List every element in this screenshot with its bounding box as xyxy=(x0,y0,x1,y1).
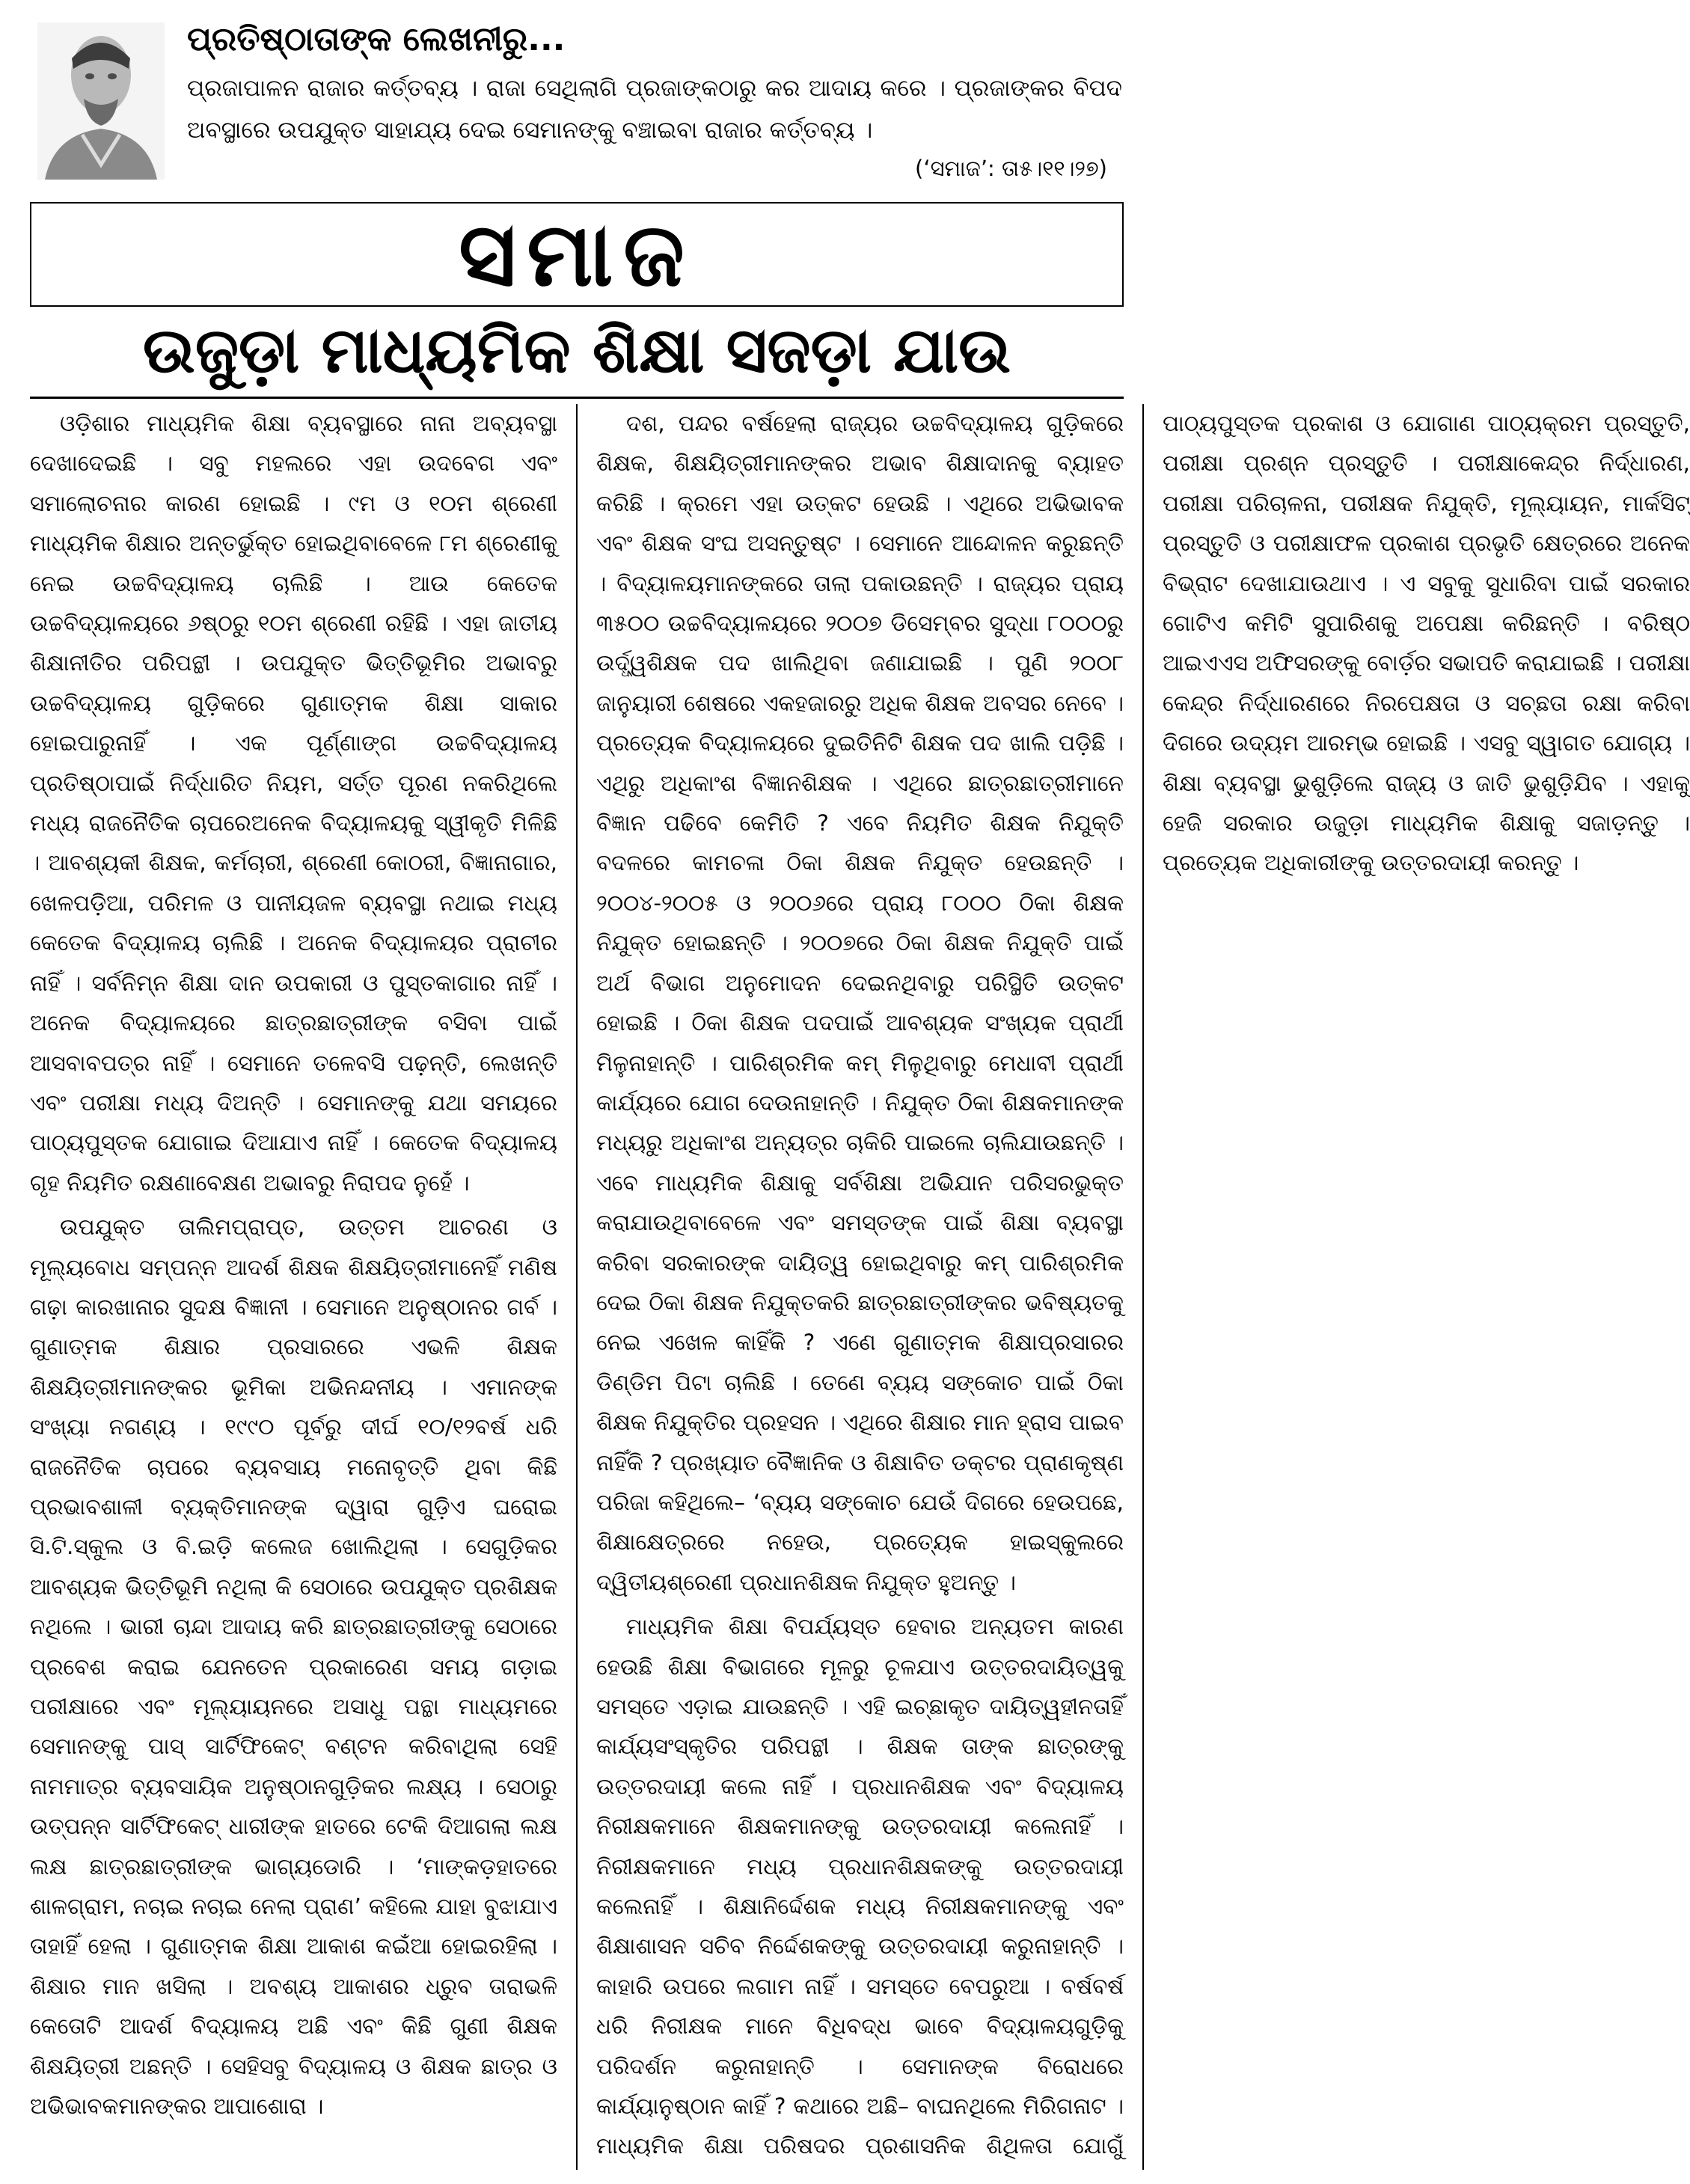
editorial-paragraph-2: ଉପଯୁକ୍ତ ତାଲିମପ୍ରାପ୍ତ, ଉତ୍ତମ ଆଚରଣ ଓ ମୂଲ୍ୟବୋଧ ସମ୍ପନ୍ନ ଆଦର୍ଶ ଶିକ୍ଷକ ଶିକ୍ଷୟିତ୍ରୀମାନେହିଁ ମଣିଷ ଗଢ଼ା କାରଖାନାର ସୁଦକ୍ଷ ବିଜ୍ଞାନୀ । ସେମାନେ ଅନୁଷ୍ଠାନର ଗର୍ବ । ଗୁଣାତ୍ମକ ଶିକ୍ଷାର ପ୍ରସାରରେ ଏଭଳି ଶିକ୍ଷକ ଶିକ୍ଷୟିତ୍ରୀମାନଙ୍କର ଭୂମିକା ଅଭିନନ୍ଦନୀୟ । ଏମାନଙ୍କ ସଂଖ୍ୟା ନଗଣ୍ୟ । ୧୯୯୦ ପୂର୍ବରୁ ଦୀର୍ଘ ୧୦/୧୨ବର୍ଷ ଧରି ରାଜନୈତିକ ଚାପରେ ବ୍ୟବସାୟ ମନୋବୃତ୍ତି ଥିବା କିଛି ପ୍ରଭାବଶାଳୀ ବ୍ୟକ୍ତିମାନଙ୍କ ଦ୍ୱାରା ଗୁଡ଼ିଏ ଘରୋଇ ସି.ଟି.ସ୍କୁଲ ଓ ବି.ଇଡ଼ି କଲେଜ ଖୋଲିଥିଲା । ସେଗୁଡ଼ିକର ଆବଶ୍ୟକ ଭିତ୍ତିଭୂମି ନଥିଲା କି ସେଠାରେ ଉପଯୁକ୍ତ ପ୍ରଶିକ୍ଷକ ନଥିଲେ । ଭାରୀ ଚାନ୍ଦା ଆଦାୟ କରି ଛାତ୍ରଛାତ୍ରୀଙ୍କୁ ସେଠାରେ ପ୍ରବେଶ କରାଇ ଯେନତେନ ପ୍ରକାରେଣ ସମୟ ଗଡ଼ାଇ ପରୀକ୍ଷାରେ ଏବଂ ମୂଲ୍ୟାୟନରେ ଅସାଧୁ ପନ୍ଥା ମାଧ୍ୟମରେ ସେମାନଙ୍କୁ ପାସ୍ ସାର୍ଟିଫିକେଟ୍ ବଣ୍ଟନ କରିବାଥିଲା ସେହି ନାମମାତ୍ର ବ୍ୟବସାୟିକ ଅନୁଷ୍ଠାନଗୁଡ଼ିକର ଲକ୍ଷ୍ୟ । ସେଠାରୁ ଉତ୍ପନ୍ନ ସାର୍ଟିଫିକେଟ୍ ଧାରୀଙ୍କ ହାତରେ ଟେକି ଦିଆଗଲା ଲକ୍ଷ ଲକ୍ଷ ଛାତ୍ରଛାତ୍ରୀଙ୍କ ଭାଗ୍ୟଡୋରି । ‘ମାଙ୍କଡ଼ହାତରେ ଶାଳଗ୍ରାମ, ନଚାଇ ନଚାଇ ନେଲା ପ୍ରାଣ’ କହିଲେ ଯାହା ବୁଝାଯାଏ ତାହାହିଁ ହେଲା । ଗୁଣାତ୍ମକ ଶିକ୍ଷା ଆକାଶ କଇଁଆ ହୋଇରହିଲା । ଶିକ୍ଷାର ମାନ ଖସିଲା । ଅବଶ୍ୟ ଆକାଶର ଧ୍ରୁବ ତାରାଭଳି କେତୋଟି ଆଦର୍ଶ ବିଦ୍ୟାଳୟ ଅଛି ଏବଂ କିଛି ଗୁଣୀ ଶିକ୍ଷକ ଶିକ୍ଷୟିତ୍ରୀ ଅଛନ୍ତି । ସେହିସବୁ ବିଦ୍ୟାଳୟ ଓ ଶିକ୍ଷକ ଛାତ୍ର ଓ ଅଭିଭାବକମାନଙ୍କର ଆପାଶୋରା । xyxy=(30,1214,557,2120)
founder-quote-source: (‘ସମାଜ’: ତା୫।୧୧।୨୭) xyxy=(915,156,1107,181)
newspaper-name: ସମାଜ xyxy=(459,202,695,306)
founder-portrait-image xyxy=(37,22,165,180)
founder-quote-heading: ପ୍ରତିଷ୍ଠାତାଙ୍କ ଲେଖନୀରୁ... xyxy=(187,20,566,58)
founder-quote-text: ପ୍ରଜାପାଳନ ରାଜାର କର୍ତ୍ତବ୍ୟ । ରାଜା ସେଥିଲାଗି ପ୍ରଜାଙ୍କଠାରୁ କର ଆଦାୟ କରେ । ପ୍ରଜାଙ୍କର ବିପଦ ଅବସ୍ଥାରେ ଉପଯୁକ୍ତ ସାହାଯ୍ୟ ଦେଇ ସେମାନଙ୍କୁ ବଞ୍ଚାଇବା ରାଜାର କର୍ତ୍ତବ୍ୟ । xyxy=(187,75,1122,144)
editorial-paragraph-4: ମାଧ୍ୟମିକ ଶିକ୍ଷା ବିପର୍ଯ୍ୟସ୍ତ ହେବାର ଅନ୍ୟତମ କାରଣ ହେଉଛି ଶିକ୍ଷା ବିଭାଗରେ ମୂଳରୁ ଚୂଳଯାଏ ଉତ୍ତରଦାୟିତ୍ୱକୁ ସମସ୍ତେ ଏଡ଼ାଇ ଯାଉଛନ୍ତି । ଏହି ଇଚ୍ଛାକୃତ ଦାୟିତ୍ୱହୀନତାହିଁ କାର୍ଯ୍ୟସଂସ୍କୃତିର ପରିପନ୍ଥୀ । ଶିକ୍ଷକ ତାଙ୍କ ଛାତ୍ରଙ୍କୁ ଉତ୍ତରଦାୟୀ କଲେ ନାହିଁ । ପ୍ରଧାନଶିକ୍ଷକ ଏବଂ ବିଦ୍ୟାଳୟ ନିରୀକ୍ଷକମାନେ ଶିକ୍ଷକମାନଙ୍କୁ ଉତ୍ତରଦାୟୀ କଲେନାହିଁ । ନିରୀକ୍ଷକମାନେ ମଧ୍ୟ ପ୍ରଧାନଶିକ୍ଷକଙ୍କୁ ଉତ୍ତରଦାୟୀ କଲେନାହିଁ । ଶିକ୍ଷାନିର୍ଦ୍ଦେଶକ ମଧ୍ୟ ନିରୀକ୍ଷକମାନଙ୍କୁ ଏବଂ ଶିକ୍ଷାଶାସନ ସଚିବ ନିର୍ଦ୍ଦେଶକଙ୍କୁ ଉତ୍ତରଦାୟୀ କରୁନାହାନ୍ତି । କାହାରି ଉପରେ ଲଗାମ ନାହିଁ । ସମସ୍ତେ ବେପରୁଆ । ବର୍ଷବର୍ଷ ଧରି ନିରୀକ୍ଷକ ମାନେ ବିଧିବଦ୍ଧ ଭାବେ ବିଦ୍ୟାଳୟଗୁଡ଼ିକୁ ପରିଦର୍ଶନ କରୁନାହାନ୍ତି । ସେମାନଙ୍କ ବିରୋଧରେ କାର୍ଯ୍ୟାନୁଷ୍ଠାନ କାହିଁ ? କଥାରେ ଅଛି– ବାଘନଥିଲେ ମିରିଗନାଟ । ମାଧ୍ୟମିକ ଶିକ୍ଷା ପରିଷଦର ପ୍ରଶାସନିକ ଶିଥିଳତା ଯୋଗୁଁ ପାଠ୍ୟପୁସ୍ତକ ପ୍ରକାଶ ଓ ଯୋଗାଣ ପାଠ୍ୟକ୍ରମ ପ୍ରସ୍ତୁତି, ପରୀକ୍ଷା ପ୍ରଶ୍ନ ପ୍ରସ୍ତୁତି । ପରୀକ୍ଷାକେନ୍ଦ୍ର ନିର୍ଦ୍ଧାରଣ, ପରୀକ୍ଷା ପରିଚାଳନା, ପରୀକ୍ଷକ ନିଯୁକ୍ତି, ମୂଲ୍ୟାୟନ, ମାର୍କସିଟ୍ ପ୍ରସ୍ତୁତି ଓ ପରୀକ୍ଷାଫଳ ପ୍ରକାଶ ପ୍ରଭୃତି କ୍ଷେତ୍ରରେ ଅନେକ ବିଭ୍ରାଟ ଦେଖାଯାଉଥାଏ । ଏ ସବୁକୁ ସୁଧାରିବା ପାଇଁ ସରକାର ଗୋଟିଏ କମିଟି ସୁପାରିଶକୁ ଅପେକ୍ଷା କରିଛନ୍ତି । ବରିଷ୍ଠ ଆଇଏଏସ ଅଫିସରଙ୍କୁ ବୋର୍ଡ଼ର ସଭାପତି କରାଯାଇଛି । ପରୀକ୍ଷା କେନ୍ଦ୍ର ନିର୍ଦ୍ଧାରଣରେ ନିରପେକ୍ଷତା ଓ ସଚ୍ଛତା ରକ୍ଷା କରିବା ଦିଗରେ ଉଦ୍ୟମ ଆରମ୍ଭ ହୋଇଛି । ଏସବୁ ସ୍ୱାଗତ ଯୋଗ୍ୟ । ଶିକ୍ଷା ବ୍ୟବସ୍ଥା ଭୁଶୁଡ଼ିଲେ ରାଜ୍ୟ ଓ ଜାତି ଭୁଶୁଡ଼ିଯିବ । ଏହାକୁ ହେଜି ସରକାର ଉଜୁଡ଼ା ମାଧ୍ୟମିକ ଶିକ୍ଷାକୁ ସଜାଡ଼ନ୍ତୁ । ପ୍ରତ୍ୟେକ ଅଧିକାରୀଙ୍କୁ ଉତ୍ତରଦାୟୀ କରନ୍ତୁ । xyxy=(596,411,1690,2159)
newspaper-masthead xyxy=(30,202,1124,307)
editorial-paragraph-3: ଦଶ, ପନ୍ଦର ବର୍ଷହେଲା ରାଜ୍ୟର ଉଚ୍ଚବିଦ୍ୟାଳୟ ଗୁଡ଼ିକରେ ଶିକ୍ଷକ, ଶିକ୍ଷୟିତ୍ରୀମାନଙ୍କର ଅଭାବ ଶିକ୍ଷାଦାନକୁ ବ୍ୟାହତ କରିଛି । କ୍ରମେ ଏହା ଉତ୍କଟ ହେଉଛି । ଏଥିରେ ଅଭିଭାବକ ଏବଂ ଶିକ୍ଷକ ସଂଘ ଅସନ୍ତୁଷ୍ଟ । ସେମାନେ ଆନ୍ଦୋଳନ କରୁଛନ୍ତି । ବିଦ୍ୟାଳୟମାନଙ୍କରେ ତାଲା ପକାଉଛନ୍ତି । ରାଜ୍ୟର ପ୍ରାୟ ୩୫୦୦ ଉଚ୍ଚବିଦ୍ୟାଳୟରେ ୨୦୦୭ ଡିସେମ୍ବର ସୁଦ୍ଧା ୮୦୦୦ରୁ ଉର୍ଦ୍ଧ୍ୱଶିକ୍ଷକ ପଦ ଖାଲିଥିବା ଜଣାଯାଇଛି । ପୁଣି ୨୦୦୮ ଜାନୁୟାରୀ ଶେଷରେ ଏକହଜାରରୁ ଅଧିକ ଶିକ୍ଷକ ଅବସର ନେବେ । ପ୍ରତ୍ୟେକ ବିଦ୍ୟାଳୟରେ ଦୁଇତିନିଟି ଶିକ୍ଷକ ପଦ ଖାଲି ପଡ଼ିଛି । ଏଥିରୁ ଅଧିକାଂଶ ବିଜ୍ଞାନଶିକ୍ଷକ । ଏଥିରେ ଛାତ୍ରଛାତ୍ରୀମାନେ ବିଜ୍ଞାନ ପଢିବେ କେମିତି ? ଏବେ ନିୟମିତ ଶିକ୍ଷକ ନିଯୁକ୍ତି ବଦଳରେ କାମଚଳା ଠିକା ଶିକ୍ଷକ ନିଯୁକ୍ତ ହେଉଛନ୍ତି । ୨୦୦୪-୨୦୦୫ ଓ ୨୦୦୬ରେ ପ୍ରାୟ ୮୦୦୦ ଠିକା ଶିକ୍ଷକ ନିଯୁକ୍ତ ହୋଇଛନ୍ତି । ୨୦୦୭ରେ ଠିକା ଶିକ୍ଷକ ନିଯୁକ୍ତି ପାଇଁ ଅର୍ଥ ବିଭାଗ ଅନୁମୋଦନ ଦେଇନଥିବାରୁ ପରିସ୍ଥିତି ଉତ୍କଟ ହୋଇଛି । ଠିକା ଶିକ୍ଷକ ପଦପାଇଁ ଆବଶ୍ୟକ ସଂଖ୍ୟକ ପ୍ରାର୍ଥୀ ମିଳୁନାହାନ୍ତି । ପାରିଶ୍ରମିକ କମ୍ ମିଳୁଥିବାରୁ ମେଧାବୀ ପ୍ରାର୍ଥୀ କାର୍ଯ୍ୟରେ ଯୋଗ ଦେଉନାହାନ୍ତି । ନିଯୁକ୍ତ ଠିକା ଶିକ୍ଷକମାନଙ୍କ ମଧ୍ୟରୁ ଅଧିକାଂଶ ଅନ୍ୟତ୍ର ଚାକିରି ପାଇଲେ ଚାଲିଯାଉଛନ୍ତି । ଏବେ ମାଧ୍ୟମିକ ଶିକ୍ଷାକୁ ସର୍ବଶିକ୍ଷା ଅଭିଯାନ ପରିସରଭୁକ୍ତ କରାଯାଉଥିବାବେଳେ ଏବଂ ସମସ୍ତଙ୍କ ପାଇଁ ଶିକ୍ଷା ବ୍ୟବସ୍ଥା କରିବା ସରକାରଙ୍କ ଦାୟିତ୍ୱ ହୋଇଥିବାରୁ କମ୍ ପାରିଶ୍ରମିକ ଦେଇ ଠିକା ଶିକ୍ଷକ ନିଯୁକ୍ତକରି ଛାତ୍ରଛାତ୍ରୀଙ୍କର ଭବିଷ୍ୟତକୁ ନେଇ ଏଖେଳ କାହିଁକି ? ଏଣେ ଗୁଣାତ୍ମକ ଶିକ୍ଷାପ୍ରସାରର ଡିଣ୍ଡିମ ପିଟା ଚାଲିଛି । ତେଣେ ବ୍ୟୟ ସଙ୍କୋଚ ପାଇଁ ଠିକା ଶିକ୍ଷକ ନିଯୁକ୍ତିର ପ୍ରହସନ । ଏଥିରେ ଶିକ୍ଷାର ମାନ ହ୍ରାସ ପାଇବ ନାହିଁକି ? ପ୍ରଖ୍ୟାତ ବୈଜ୍ଞାନିକ ଓ ଶିକ୍ଷାବିତ ଡକ୍ଟର ପ୍ରାଣକୃଷ୍ଣ ପରିଜା କହିଥିଲେ– ‘ବ୍ୟୟ ସଙ୍କୋଚ ଯେଉଁ ଦିଗରେ ହେଉପଛେ, ଶିକ୍ଷାକ୍ଷେତ୍ରରେ ନହେଉ, ପ୍ରତ୍ୟେକ ହାଇସ୍କୁଲରେ ଦ୍ୱିତୀୟଶ୍ରେଣୀ ପ୍ରଧାନଶିକ୍ଷକ ନିଯୁକ୍ତ ହୁଅନ୍ତୁ । xyxy=(596,411,1124,1595)
headline-divider xyxy=(30,397,1124,399)
editorial-paragraph-1: ଓଡ଼ିଶାର ମାଧ୍ୟମିକ ଶିକ୍ଷା ବ୍ୟବସ୍ଥାରେ ନାନା ଅବ୍ୟବସ୍ଥା ଦେଖାଦେଇଛି । ସବୁ ମହଲରେ ଏହା ଉଦବେଗ ଏବଂ ସମାଲୋଚନାର କାରଣ ହୋଇଛି । ୯ମ ଓ ୧୦ମ ଶ୍ରେଣୀ ମାଧ୍ୟମିକ ଶିକ୍ଷାର ଅନ୍ତର୍ଭୁକ୍ତ ହୋଇଥିବାବେଳେ ୮ମ ଶ୍ରେଣୀକୁ ନେଇ ଉଚ୍ଚବିଦ୍ୟାଳୟ ଚାଲିଛି । ଆଉ କେତେକ ଉଚ୍ଚବିଦ୍ୟାଳୟରେ ୬ଷ୍ଠରୁ ୧୦ମ ଶ୍ରେଣୀ ରହିଛି । ଏହା ଜାତୀୟ ଶିକ୍ଷାନୀତିର ପରିପନ୍ଥୀ । ଉପଯୁକ୍ତ ଭିତ୍ତିଭୂମିର ଅଭାବରୁ ଉଚ୍ଚବିଦ୍ୟାଳୟ ଗୁଡ଼ିକରେ ଗୁଣାତ୍ମକ ଶିକ୍ଷା ସାକାର ହୋଇପାରୁନାହିଁ । ଏକ ପୂର୍ଣ୍ଣାଙ୍ଗ ଉଚ୍ଚବିଦ୍ୟାଳୟ ପ୍ରତିଷ୍ଠାପାଇଁ ନିର୍ଦ୍ଧାରିତ ନିୟମ, ସର୍ତ୍ତ ପୂରଣ ନକରିଥିଲେ ମଧ୍ୟ ରାଜନୈତିକ ଚାପରେଅନେକ ବିଦ୍ୟାଳୟକୁ ସ୍ୱୀକୃତି ମିଳିଛି । ଆବଶ୍ୟକୀ ଶିକ୍ଷକ, କର୍ମଚାରୀ, ଶ୍ରେଣୀ କୋଠରୀ, ବିଜ୍ଞାନାଗାର, ଖେଳପଡ଼ିଆ, ପରିମଳ ଓ ପାନୀୟଜଳ ବ୍ୟବସ୍ଥା ନଥାଇ ମଧ୍ୟ କେତେକ ବିଦ୍ୟାଳୟ ଚାଲିଛି । ଅନେକ ବିଦ୍ୟାଳୟର ପ୍ରାଚୀର ନାହିଁ । ସର୍ବନିମ୍ନ ଶିକ୍ଷା ଦାନ ଉପକାରୀ ଓ ପୁସ୍ତକାଗାର ନାହିଁ । ଅନେକ ବିଦ୍ୟାଳୟରେ ଛାତ୍ରଛାତ୍ରୀଙ୍କ ବସିବା ପାଇଁ ଆସବାବପତ୍ର ନାହିଁ । ସେମାନେ ତଳେବସି ପଢ଼ନ୍ତି, ଲେଖନ୍ତି ଏବଂ ପରୀକ୍ଷା ମଧ୍ୟ ଦିଅନ୍ତି । ସେମାନଙ୍କୁ ଯଥା ସମୟରେ ପାଠ୍ୟପୁସ୍ତକ ଯୋଗାଇ ଦିଆଯାଏ ନାହିଁ । କେତେକ ବିଦ୍ୟାଳୟ ଗୃହ ନିୟମିତ ରକ୍ଷଣାବେକ୍ଷଣ ଅଭାବରୁ ନିରାପଦ ନୁହେଁ । xyxy=(30,411,557,1196)
editorial-headline: ଉଜୁଡ଼ା ମାଧ୍ୟମିକ ଶିକ୍ଷା ସଜଡ଼ା ଯାଉ xyxy=(142,313,1011,387)
founder-quote-box xyxy=(30,7,1122,195)
editorial-body xyxy=(30,404,1690,2170)
founder-portrait xyxy=(37,22,165,180)
